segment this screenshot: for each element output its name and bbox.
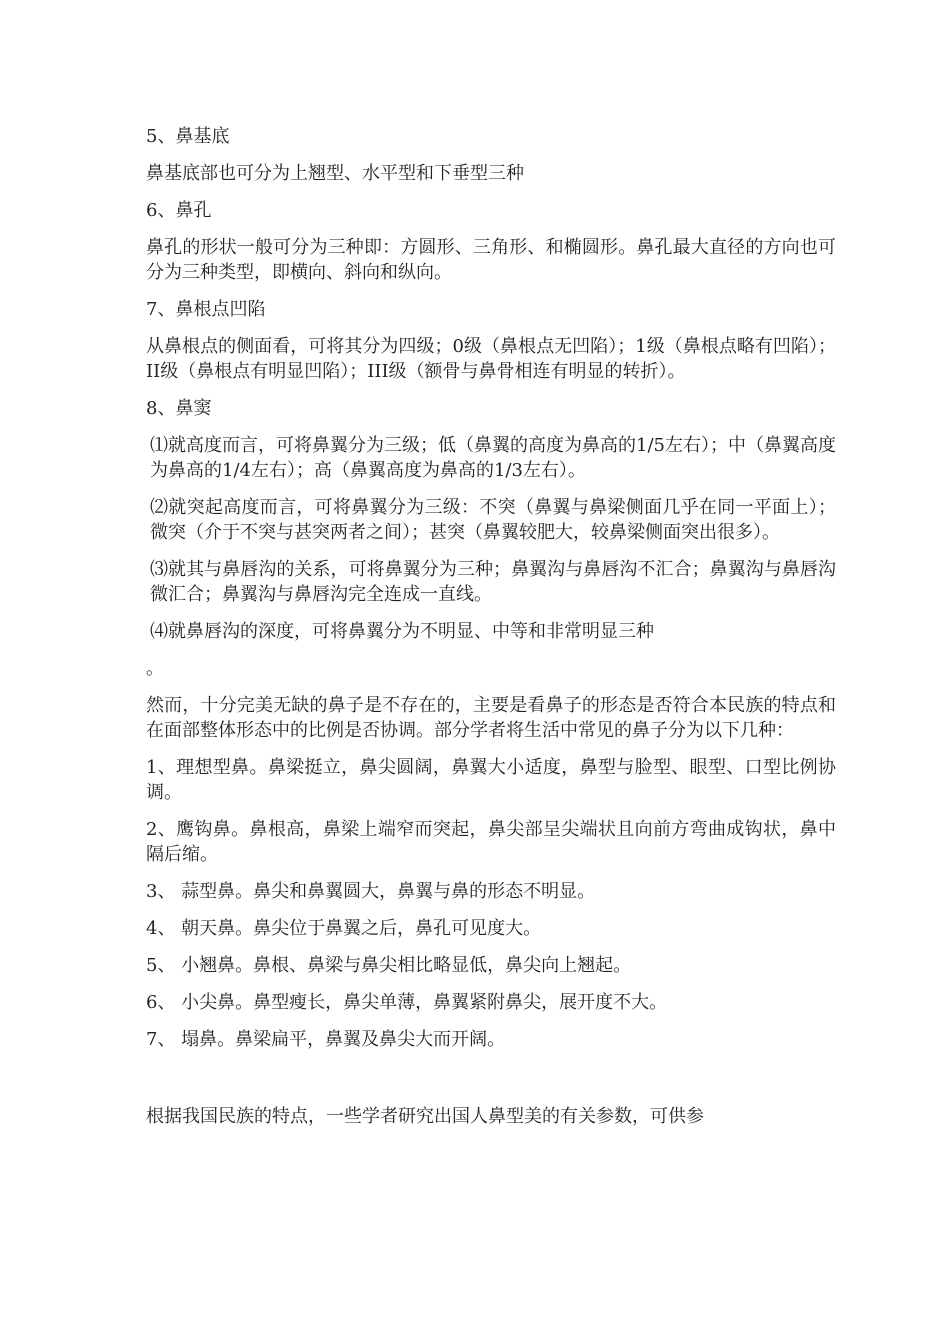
list-item-garlic-nose: 3、 蒜型鼻。鼻尖和鼻翼圆大，鼻翼与鼻的形态不明显。 (146, 881, 596, 902)
heading-nasion-depression: 7、鼻根点凹陷 (146, 299, 266, 320)
paragraph-nose-types-intro: 然而，十分完美无缺的鼻子是不存在的，主要是看鼻子的形态是否符合本民族的特点和在面部整体形态中的比例是否协调。部分学者将生活中常见的鼻子分为以下几种： (146, 695, 836, 741)
list-item-small-upturned-nose: 5、 小翘鼻。鼻根、鼻梁与鼻尖相比略显低，鼻尖向上翘起。 (146, 955, 632, 976)
list-item-height: ⑴就高度而言，可将鼻翼分为三级；低（鼻翼的高度为鼻高的1/5左右）；中（鼻翼高度为鼻高的1/4左右）；高（鼻翼高度为鼻高的1/3左右）。 (150, 435, 836, 481)
list-item-small-pointed-nose: 6、 小尖鼻。鼻型瘦长，鼻尖单薄，鼻翼紧附鼻尖，展开度不大。 (146, 992, 668, 1013)
paragraph-parameters: 根据我国民族的特点，一些学者研究出国人鼻型美的有关参数，可供参 (146, 1106, 704, 1127)
heading-nasal-sinus: 8、鼻窦 (146, 398, 212, 419)
document-page (146, 124, 836, 1141)
list-item-nasolabial-relation: ⑶就其与鼻唇沟的关系，可将鼻翼分为三种；鼻翼沟与鼻唇沟不汇合；鼻翼沟与鼻唇沟微汇合；鼻翼沟与鼻唇沟完全连成一直线。 (150, 559, 836, 605)
list-item-hooked-nose: 2、鹰钩鼻。鼻根高，鼻梁上端窄而突起，鼻尖部呈尖端状且向前方弯曲成钩状，鼻中隔后缩。 (146, 819, 836, 865)
list-item-flat-nose: 7、 塌鼻。鼻梁扁平，鼻翼及鼻尖大而开阔。 (146, 1029, 506, 1050)
paragraph-gap (146, 1064, 836, 1104)
list-item-protrusion: ⑵就突起高度而言，可将鼻翼分为三级：不突（鼻翼与鼻梁侧面几乎在同一平面上）；微突（介于不突与甚突两者之间）；甚突（鼻翼较肥大，较鼻梁侧面突出很多）。 (150, 497, 836, 543)
paragraph-nostril: 鼻孔的形状一般可分为三种即：方圆形、三角形、和椭圆形。鼻孔最大直径的方向也可分为三种类型，即横向、斜向和纵向。 (146, 237, 836, 283)
list-item-upturned-nose: 4、 朝天鼻。鼻尖位于鼻翼之后，鼻孔可见度大。 (146, 918, 542, 939)
paragraph-period: 。 (146, 658, 164, 679)
paragraph-nasal-base: 鼻基底部也可分为上翘型、水平型和下垂型三种 (146, 163, 524, 184)
heading-nasal-base: 5、鼻基底 (146, 126, 230, 147)
list-item-nasolabial-depth: ⑷就鼻唇沟的深度，可将鼻翼分为不明显、中等和非常明显三种 (150, 621, 654, 642)
paragraph-nasion-depression: 从鼻根点的侧面看，可将其分为四级；0级（鼻根点无凹陷）；1级（鼻根点略有凹陷）；II级（鼻根点有明显凹陷）；III级（额骨与鼻骨相连有明显的转折）。 (146, 336, 836, 382)
heading-nostril: 6、鼻孔 (146, 200, 212, 221)
list-item-ideal-nose: 1、理想型鼻。鼻梁挺立，鼻尖圆阔，鼻翼大小适度，鼻型与脸型、眼型、口型比例协调。 (146, 757, 836, 803)
